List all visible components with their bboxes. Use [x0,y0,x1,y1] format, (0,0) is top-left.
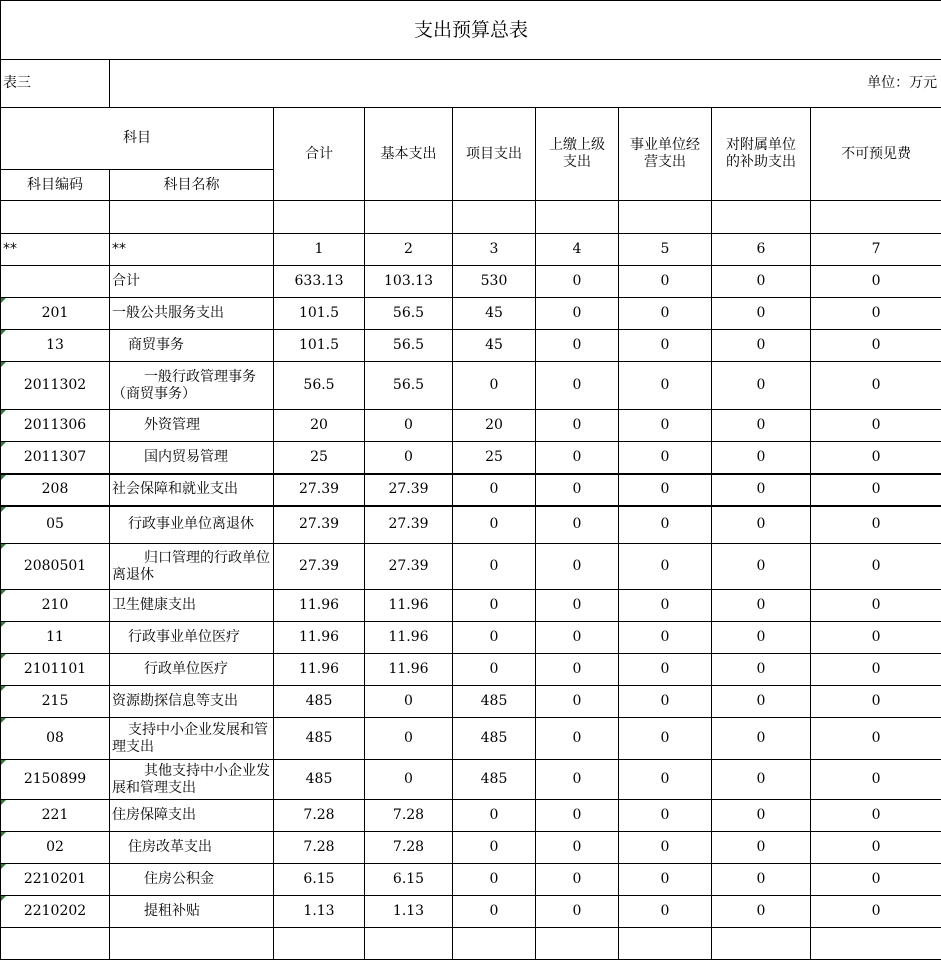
amount-cell: 0 [536,686,619,718]
amount-cell: 530 [453,266,536,298]
subject-name: 行政事业单位医疗 [110,622,274,654]
amount-cell: 27.39 [274,506,365,544]
col-header-line: 项目支出 [466,145,522,162]
table-number: 表三 [1,60,110,108]
amount-cell: 0 [811,410,941,442]
amount-cell: 0 [365,442,453,474]
amount-cell: 6.15 [365,864,453,896]
subject-code: 2011302 [1,362,110,410]
amount-cell: 0 [453,800,536,832]
col-header-line: 事业单位经 [630,137,700,153]
index-value: 4 [536,234,619,266]
amount-cell: 0 [536,266,619,298]
subject-code: 2011307 [1,442,110,474]
col-header-line: 上缴上级 [549,137,605,153]
amount-cell: 0 [536,506,619,544]
table-row [1,864,941,896]
blank-cell [453,201,536,234]
amount-cell: 0 [811,362,941,410]
amount-cell: 0 [619,686,712,718]
subject-name: 住房改革支出 [110,832,274,864]
amount-cell: 0 [536,362,619,410]
amount-cell: 0 [619,506,712,544]
amount-cell: 485 [453,686,536,718]
blank-cell [712,201,811,234]
col-header-line: 的补助支出 [726,154,796,170]
index-name: ** [110,234,274,266]
index-code: ** [1,234,110,266]
amount-cell: 0 [619,474,712,506]
amount-cell: 45 [453,330,536,362]
subject-name: 合计 [110,266,274,298]
amount-cell: 0 [712,266,811,298]
table-row [1,474,941,506]
amount-cell: 0 [619,864,712,896]
amount-cell: 20 [274,410,365,442]
amount-cell: 0 [536,442,619,474]
amount-cell: 0 [536,590,619,622]
table-row [1,266,941,298]
amount-cell: 485 [274,718,365,760]
amount-cell: 0 [536,800,619,832]
amount-cell: 27.39 [274,544,365,590]
subject-name: 国内贸易管理 [110,442,274,474]
amount-cell: 0 [453,622,536,654]
amount-cell: 0 [811,298,941,330]
amount-cell: 0 [536,474,619,506]
amount-cell: 0 [712,864,811,896]
table-row [1,410,941,442]
amount-cell: 101.5 [274,330,365,362]
blank-cell [110,928,274,960]
amount-cell: 7.28 [365,800,453,832]
amount-cell: 103.13 [365,266,453,298]
amount-cell: 101.5 [274,298,365,330]
table-row [1,442,941,474]
amount-cell: 633.13 [274,266,365,298]
blank-cell [365,928,453,960]
amount-cell: 56.5 [365,298,453,330]
amount-cell: 11.96 [365,654,453,686]
subject-code: 05 [1,506,110,544]
subject-code: 221 [1,800,110,832]
amount-cell: 11.96 [274,654,365,686]
amount-cell: 0 [453,832,536,864]
subject-name: 社会保障和就业支出 [110,474,274,506]
amount-cell: 0 [811,760,941,800]
subject-code: 08 [1,718,110,760]
amount-cell: 485 [274,686,365,718]
amount-cell: 0 [811,330,941,362]
amount-cell: 27.39 [365,544,453,590]
amount-cell: 0 [453,544,536,590]
amount-cell: 0 [712,298,811,330]
amount-cell: 0 [619,590,712,622]
amount-cell: 0 [811,544,941,590]
subject-code: 11 [1,622,110,654]
table-row [1,800,941,832]
amount-cell: 0 [619,760,712,800]
subject-name: 一般公共服务支出 [110,298,274,330]
amount-cell: 0 [712,544,811,590]
subject-code: 208 [1,474,110,506]
col-header-business [619,108,712,201]
amount-cell: 0 [712,590,811,622]
blank-row [1,928,941,960]
subject-code [1,266,110,298]
table-row [1,760,941,800]
blank-cell [712,928,811,960]
amount-cell: 1.13 [365,896,453,928]
amount-cell: 485 [453,718,536,760]
amount-cell: 0 [712,654,811,686]
table-row [1,718,941,760]
subject-code: 02 [1,832,110,864]
amount-cell: 0 [811,442,941,474]
amount-cell: 0 [365,686,453,718]
amount-cell: 27.39 [274,474,365,506]
amount-cell: 0 [536,718,619,760]
blank-cell [536,928,619,960]
subject-code: 215 [1,686,110,718]
amount-cell: 485 [274,760,365,800]
unit-label: 单位：万元 [110,60,941,108]
amount-cell: 0 [712,330,811,362]
amount-cell: 0 [536,832,619,864]
amount-cell: 0 [712,760,811,800]
blank-cell [619,928,712,960]
amount-cell: 0 [365,410,453,442]
blank-cell [453,928,536,960]
amount-cell: 27.39 [365,474,453,506]
amount-cell: 56.5 [365,330,453,362]
code-header: 科目编码 [1,170,110,201]
amount-cell: 0 [712,506,811,544]
amount-cell: 0 [536,654,619,686]
amount-cell: 0 [536,622,619,654]
amount-cell: 0 [811,800,941,832]
amount-cell: 0 [619,362,712,410]
amount-cell: 0 [619,330,712,362]
amount-cell: 0 [619,298,712,330]
col-header-line: 支出 [563,154,591,170]
amount-cell: 0 [619,442,712,474]
blank-cell [811,201,941,234]
subject-name: 外资管理 [110,410,274,442]
amount-cell: 485 [453,760,536,800]
index-value: 2 [365,234,453,266]
amount-cell: 0 [619,410,712,442]
table-row [1,590,941,622]
subject-code: 2080501 [1,544,110,590]
subject-code: 210 [1,590,110,622]
amount-cell: 0 [619,654,712,686]
col-header-contingency [811,108,941,201]
amount-cell: 0 [536,544,619,590]
table-row [1,896,941,928]
table-row [1,622,941,654]
amount-cell: 7.28 [274,832,365,864]
amount-cell: 0 [811,590,941,622]
col-header-line: 对附属单位 [726,137,796,153]
amount-cell: 0 [712,718,811,760]
amount-cell: 0 [619,266,712,298]
blank-cell [1,928,110,960]
amount-cell: 0 [712,474,811,506]
amount-cell: 56.5 [365,362,453,410]
amount-cell: 0 [712,686,811,718]
amount-cell: 0 [619,718,712,760]
subject-name: 商贸事务 [110,330,274,362]
subject-name: 卫生健康支出 [110,590,274,622]
amount-cell: 0 [811,686,941,718]
amount-cell: 0 [619,832,712,864]
index-value: 7 [811,234,941,266]
index-value: 5 [619,234,712,266]
amount-cell: 0 [536,330,619,362]
blank-cell [536,201,619,234]
blank-cell [110,201,274,234]
amount-cell: 0 [712,622,811,654]
amount-cell: 7.28 [274,800,365,832]
amount-cell: 0 [619,896,712,928]
table-title: 支出预算总表 [1,1,941,60]
amount-cell: 0 [365,718,453,760]
index-value: 1 [274,234,365,266]
col-header-line: 合计 [305,145,333,162]
subject-name: 支持中小企业发展和管理支出 [110,718,274,760]
blank-cell [1,201,110,234]
col-header-project [453,108,536,201]
subject-code: 2011306 [1,410,110,442]
amount-cell: 27.39 [365,506,453,544]
index-value: 3 [453,234,536,266]
amount-cell: 0 [712,410,811,442]
col-header-subsidy [712,108,811,201]
amount-cell: 0 [453,362,536,410]
amount-cell: 11.96 [274,622,365,654]
amount-cell: 0 [536,864,619,896]
col-header-line: 不可预见费 [841,145,912,162]
table-row [1,654,941,686]
amount-cell: 0 [453,590,536,622]
col-header-line: 基本支出 [380,145,437,162]
blank-cell [274,928,365,960]
subject-code: 2210202 [1,896,110,928]
name-header: 科目名称 [110,170,274,201]
amount-cell: 0 [811,896,941,928]
amount-cell: 0 [536,410,619,442]
amount-cell: 0 [619,622,712,654]
amount-cell: 0 [619,800,712,832]
amount-cell: 1.13 [274,896,365,928]
amount-cell: 0 [453,474,536,506]
amount-cell: 20 [453,410,536,442]
subject-name: 资源勘探信息等支出 [110,686,274,718]
blank-cell [274,201,365,234]
amount-cell: 11.96 [365,622,453,654]
table-row [1,506,941,544]
amount-cell: 0 [712,362,811,410]
subject-name: 行政事业单位离退休 [110,506,274,544]
col-header-total [274,108,365,201]
amount-cell: 0 [712,800,811,832]
subject-name: 住房保障支出 [110,800,274,832]
table-row [1,362,941,410]
amount-cell: 0 [536,760,619,800]
amount-cell: 0 [811,622,941,654]
amount-cell: 0 [811,654,941,686]
subject-code: 2101101 [1,654,110,686]
col-header-basic [365,108,453,201]
blank-cell [365,201,453,234]
subject-group-header: 科目 [1,108,274,170]
subject-code: 2150899 [1,760,110,800]
table-row [1,544,941,590]
amount-cell: 0 [811,266,941,298]
subject-code: 13 [1,330,110,362]
index-value: 6 [712,234,811,266]
amount-cell: 45 [453,298,536,330]
amount-cell: 0 [365,760,453,800]
subject-name: 住房公积金 [110,864,274,896]
amount-cell: 0 [453,896,536,928]
amount-cell: 0 [712,442,811,474]
col-header-line: 营支出 [644,154,686,170]
amount-cell: 0 [811,474,941,506]
amount-cell: 0 [712,832,811,864]
table-row [1,330,941,362]
amount-cell: 25 [453,442,536,474]
amount-cell: 7.28 [365,832,453,864]
subject-code: 201 [1,298,110,330]
amount-cell: 0 [453,506,536,544]
amount-cell: 6.15 [274,864,365,896]
amount-cell: 0 [536,298,619,330]
amount-cell: 0 [811,718,941,760]
blank-cell [811,928,941,960]
subject-name: 一般行政管理事务（商贸事务） [110,362,274,410]
amount-cell: 0 [811,506,941,544]
amount-cell: 11.96 [365,590,453,622]
amount-cell: 56.5 [274,362,365,410]
subject-name: 归口管理的行政单位离退休 [110,544,274,590]
table-row [1,832,941,864]
subject-name: 提租补贴 [110,896,274,928]
amount-cell: 0 [453,654,536,686]
table-row [1,298,941,330]
subject-name: 其他支持中小企业发展和管理支出 [110,760,274,800]
amount-cell: 0 [811,864,941,896]
amount-cell: 11.96 [274,590,365,622]
amount-cell: 0 [811,832,941,864]
blank-cell [619,201,712,234]
table-row [1,686,941,718]
amount-cell: 0 [453,864,536,896]
col-header-upper [536,108,619,201]
subject-code: 2210201 [1,864,110,896]
subject-name: 行政单位医疗 [110,654,274,686]
amount-cell: 0 [619,544,712,590]
amount-cell: 0 [712,896,811,928]
amount-cell: 0 [536,896,619,928]
amount-cell: 25 [274,442,365,474]
